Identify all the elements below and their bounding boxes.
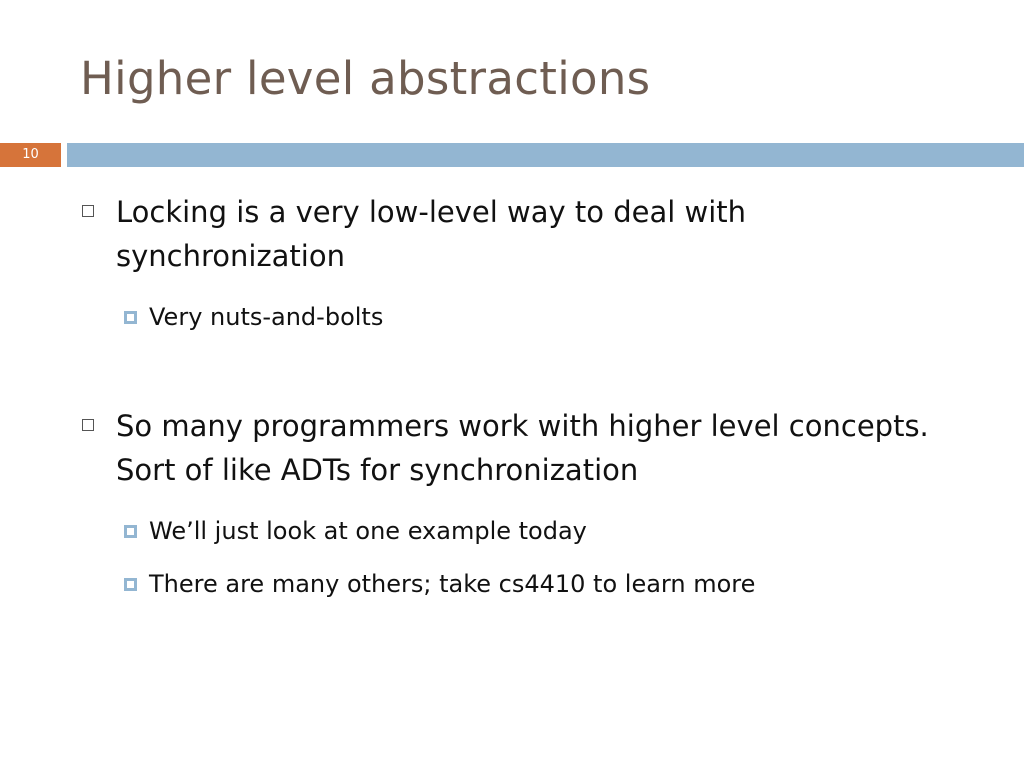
sub-bullet-text: There are many others; take cs4410 to learn more [149, 570, 756, 598]
slide-title: Higher level abstractions [80, 52, 651, 105]
sub-bullet-item [124, 569, 984, 599]
sub-bullet-item [124, 302, 984, 332]
bullet-item [82, 404, 982, 492]
sub-bullet-text: Very nuts-and-bolts [149, 303, 384, 331]
bullet-text: Locking is a very low-level way to deal with synchronization [116, 195, 747, 273]
slide-number: 10 [0, 143, 61, 167]
bullet-item [82, 190, 982, 278]
bullet-text: So many programmers work with higher level concepts. Sort of like ADTs for synchronization [116, 409, 929, 487]
blue-square-icon [124, 311, 137, 324]
blue-square-icon [124, 578, 137, 591]
sub-bullet-item [124, 516, 984, 546]
blue-square-icon [124, 525, 137, 538]
hollow-square-icon [82, 205, 94, 217]
sub-bullet-text: We’ll just look at one example today [149, 517, 587, 545]
hollow-square-icon [82, 419, 94, 431]
